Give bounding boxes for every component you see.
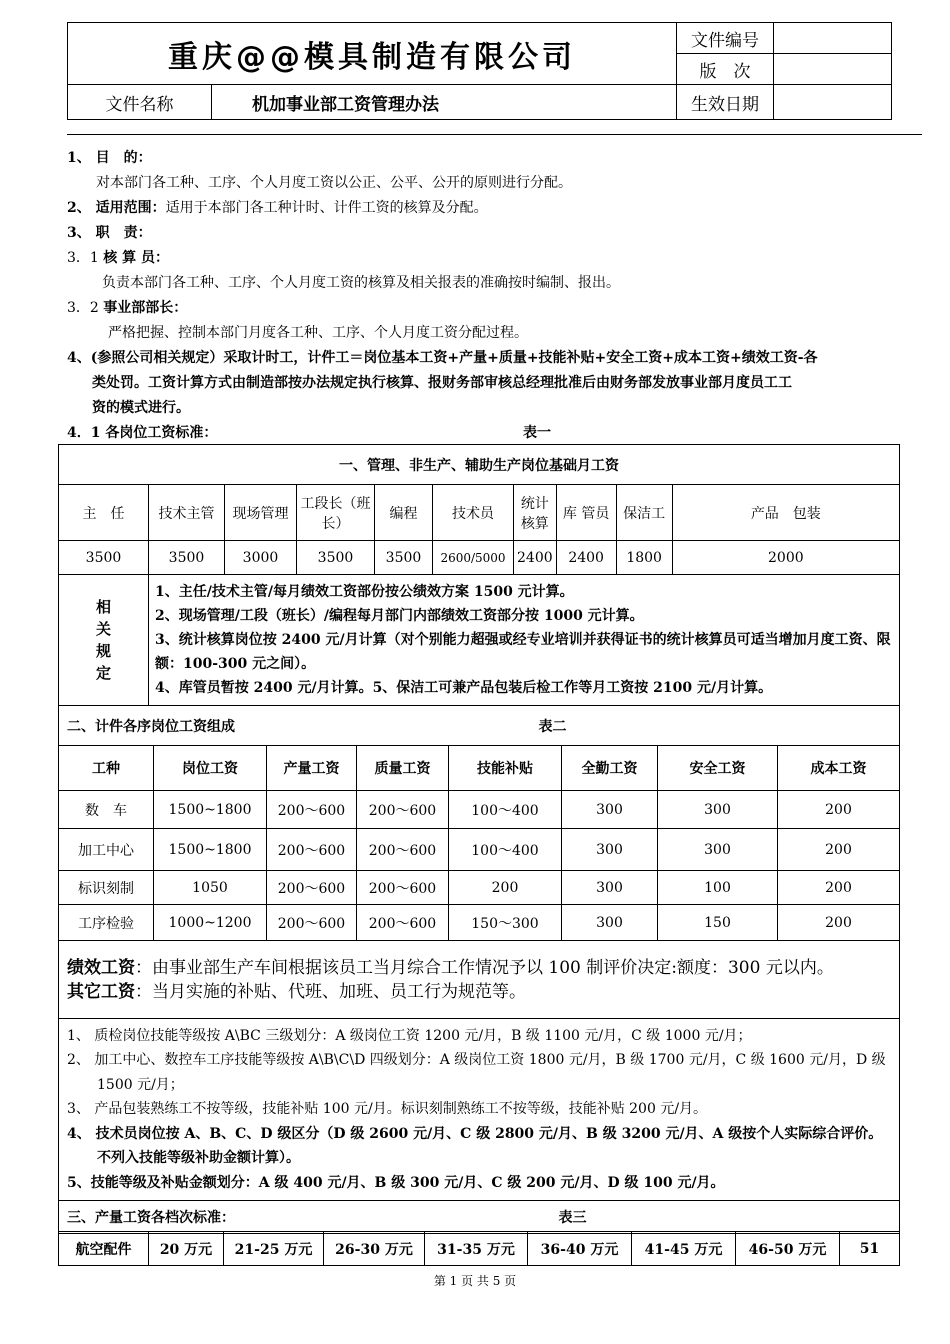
t1-header: 库 管员 [556,485,616,541]
section-3-2-body: 严格把握、控制本部门月度各工种、工序、个人月度工资分配过程。 [108,325,528,341]
table-2-title: 二、计件各序岗位工资组成 表二 [59,706,900,746]
perf-other-notes: 绩效工资：由事业部生产车间根据该员工当月综合工作情况予以 100 制评价决定:额度：300 元以内。 其它工资：当月实施的补贴、代班、加班、员工行为规范等。 [59,941,900,1019]
section-1-title: 1、 目 的： [67,150,152,166]
section-4-1-title: 4．1 各岗位工资标准： [67,425,218,441]
section-3-1-body: 负责本部门各工种、工序、个人月度工资的核算及相关报表的准确按时编制、报出。 [102,275,620,291]
t1-header: 统计核算 [514,485,557,541]
t1-header: 技术员 [433,485,514,541]
t2-header: 岗位工资 [154,746,267,791]
t1-header: 编程 [375,485,433,541]
effective-date-value [774,85,892,120]
t1-header: 产品 包装 [672,485,899,541]
t1-header: 现场管理 [225,485,297,541]
version-label: 版 次 [677,54,774,85]
t1-value: 1800 [616,541,672,575]
page-footer: 第 1 页 共 5 页 [433,1274,517,1288]
t2-header: 安全工资 [658,746,778,791]
header-divider [67,134,922,135]
t1-value: 3500 [59,541,149,575]
table-3-title: 三、产量工资各档次标准： 表三 [59,1201,900,1234]
section-4-line-1: 4、(参照公司相关规定）采取计时工，计件工＝岗位基本工资+产量+质量+技能补贴+安全工资+成本工资+绩效工资-各 [67,350,818,366]
table-1-title: 一、管理、非生产、辅助生产岗位基础月工资 [59,445,900,485]
table-1-label: 表一 [523,425,551,441]
table-row: 航空配件 20 万元 21-25 万元 26-30 万元 31-35 万元 36-40 万元 41-45 万元 46-50 万元 51 [59,1232,900,1266]
section-1-body: 对本部门各工种、工序、个人月度工资以公正、公平、公开的原则进行分配。 [96,175,572,191]
table-base-salary [58,444,900,706]
t2-header: 成本工资 [778,746,900,791]
t2-header: 工种 [59,746,154,791]
t1-value: 2400 [556,541,616,575]
table-row: 数 车 1500~1800 200～600 200～600 100～400 300 300 200 [59,791,900,829]
file-name-value: 机加事业部工资管理办法 [212,85,677,120]
t1-value: 3000 [225,541,297,575]
section-4-line-2: 类处罚。工资计算方式由制造部按办法规定执行核算、报财务部审核总经理批准后由财务部发放事业部月度员工工 [92,375,792,391]
t1-value: 3500 [297,541,375,575]
table-output-salary [58,1231,900,1266]
t1-value: 2600/5000 [433,541,514,575]
section-3-1-title: 3．1 核 算 员： [67,250,170,266]
t2-header: 产量工资 [267,746,357,791]
table-row: 标识刻制 1050 200～600 200～600 200 300 100 200 [59,871,900,905]
document-header [67,22,892,120]
t2-header: 全勤工资 [562,746,658,791]
section-3-2-title: 3．2 事业部部长： [67,300,188,316]
skill-level-notes: 1、 质检岗位技能等级按 A\BC 三级划分：A 级岗位工资 1200 元/月，B 级 1100 元/月，C 级 1000 元/月； 2、 加工中心、数控车工序技能等级按 A\B\C\D 四级划分：A 级岗位工资 1800 元/月，B 级 1700 元/月，C 级 1600 元/月，D 级 1500 元/月； 3、 产品包装熟练工不按等级，技能补贴 100 元/月。标识刻制熟练工不按等级，技能补贴 200 元/月。 4、 技术员岗位按 A、B、C、D 级区分（D 级 2600 元/月、C 级 2800 元/月、B 级 3200 元/月、A 级按个人实际综合评价。不列入技能等级补助金额计算）。 5、技能等级及补贴金额划分：A 级 400 元/月、B 级 300 元/月、C 级 200 元/月、D 级 100 元/月。 [59,1019,900,1201]
t1-value: 3500 [149,541,225,575]
version-value [774,54,892,85]
effective-date-label: 生效日期 [677,85,774,120]
section-2: 2、 适用范围：适用于本部门各工种计时、计件工资的核算及分配。 [67,200,488,216]
t1-header: 工段长（班长） [297,485,375,541]
file-name-label: 文件名称 [68,85,212,120]
t1-value: 2000 [672,541,899,575]
company-name: 重庆@@模具制造有限公司 [68,23,677,85]
section-4-line-3: 资的模式进行。 [92,400,190,416]
rules-content: 1、主任/技术主管/每月绩效工资部份按公绩效方案 1500 元计算。 2、现场管理/工段（班长）/编程每月部门内部绩效工资部分按 1000 元计算。 3、统计核算岗位按 2400 元/月计算（对个别能力超强或经专业培训并获得证书的统计核算员可适当增加月度工资、限额：100-300 元之间）。 4、库管员暂按 2400 元/月计算。5、保洁工可兼产品包装后检工作等月工资按 2100 元/月计算。 [149,575,900,706]
t1-header: 保洁工 [616,485,672,541]
doc-no-value [774,23,892,54]
t2-header: 质量工资 [357,746,449,791]
t1-header: 主 任 [59,485,149,541]
rules-label: 相关规定 [59,575,149,706]
t1-value: 3500 [375,541,433,575]
section-3-title: 3、 职 责： [67,225,152,241]
table-piece-salary [58,705,900,1234]
t1-header: 技术主管 [149,485,225,541]
doc-no-label: 文件编号 [677,23,774,54]
t1-value: 2400 [514,541,557,575]
table-row: 加工中心 1500~1800 200～600 200～600 100～400 300 300 200 [59,829,900,871]
table-row: 工序检验 1000~1200 200～600 200～600 150～300 300 150 200 [59,905,900,941]
t2-header: 技能补贴 [449,746,562,791]
